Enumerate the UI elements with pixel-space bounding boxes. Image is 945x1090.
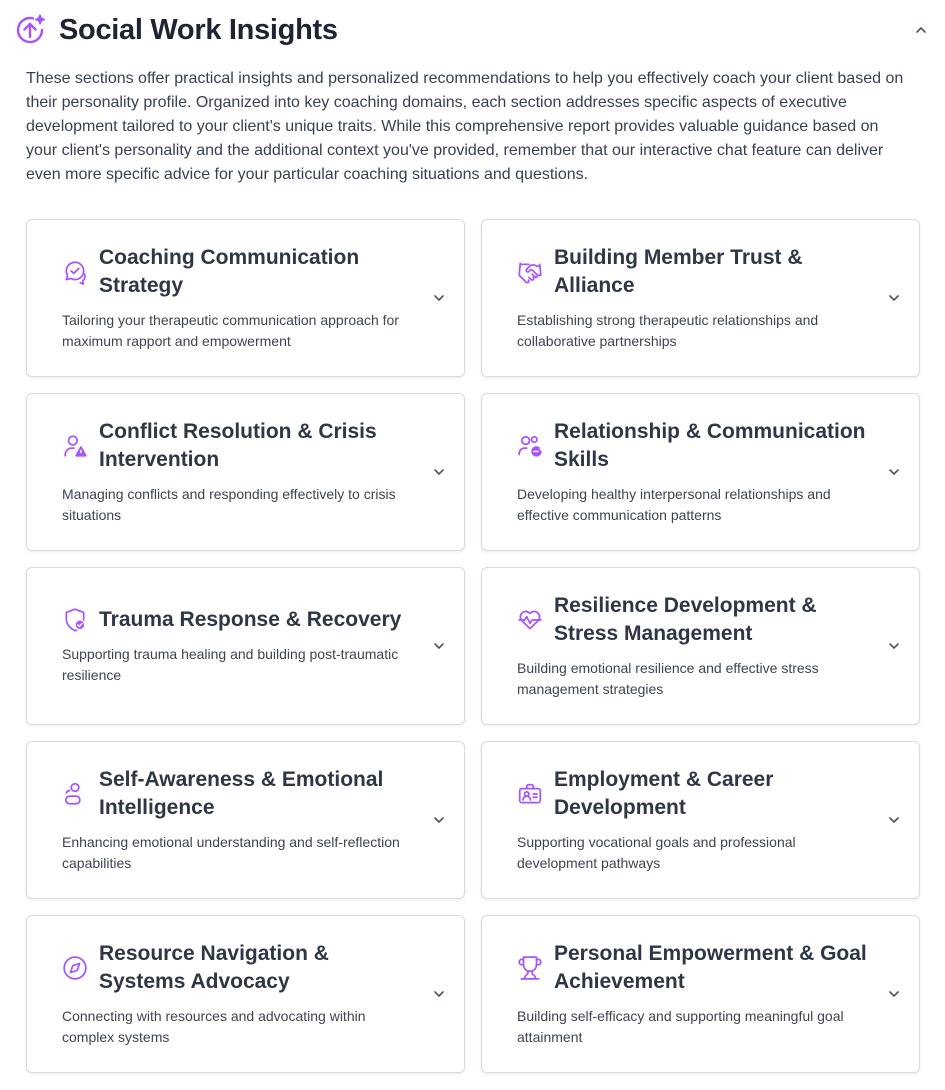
card-self-awareness[interactable] <box>26 741 465 899</box>
chevron-down-icon <box>431 812 447 828</box>
chat-check-icon <box>62 259 88 285</box>
chevron-down-icon <box>886 638 902 654</box>
card-description: Building self-efficacy and supporting meaningful goal attainment <box>517 1008 844 1045</box>
heart-pulse-icon <box>517 607 543 633</box>
card-title: Employment & Career Development <box>554 768 774 819</box>
handshake-icon <box>517 259 543 285</box>
chevron-up-icon <box>914 23 928 37</box>
card-title: Conflict Resolution & Crisis Intervention <box>99 420 377 471</box>
card-title: Building Member Trust & Alliance <box>554 246 803 297</box>
card-title: Resource Navigation & Systems Advocacy <box>99 942 329 993</box>
card-description: Connecting with resources and advocating within complex systems <box>62 1008 366 1045</box>
card-description: Supporting vocational goals and professional development pathways <box>517 834 796 871</box>
card-description: Establishing strong therapeutic relationships and collaborative partnerships <box>517 312 819 349</box>
card-title: Resilience Development & Stress Management <box>554 594 817 645</box>
chevron-down-icon <box>431 290 447 306</box>
intro-paragraph: These sections offer practical insights and personalized recommendations to help you effectively coach your client based on their personality profile. Organized into key coaching domains, each section addresses specific aspects of executive development tailored to your client's unique traits. While this comprehensive report provides valuable guidance based on your client's personality and the additional context you've provided, remember that our interactive chat feature can deliver even more specific advice for your particular coaching situations and questions. <box>26 70 904 183</box>
chevron-down-icon <box>886 464 902 480</box>
card-title: Trauma Response & Recovery <box>99 608 402 631</box>
chevron-down-icon <box>886 812 902 828</box>
card-description: Supporting trauma healing and building post-traumatic resilience <box>62 646 399 683</box>
insight-cards-grid <box>26 219 920 1073</box>
user-reflect-icon <box>62 781 88 807</box>
card-description: Developing healthy interpersonal relationships and effective communication patterns <box>517 486 831 523</box>
card-trauma-response[interactable] <box>26 567 465 725</box>
card-description: Tailoring your therapeutic communication approach for maximum rapport and empowerment <box>62 312 399 349</box>
compass-icon <box>62 955 88 981</box>
card-resilience-development[interactable] <box>481 567 920 725</box>
trophy-icon <box>517 955 543 981</box>
chevron-down-icon <box>431 638 447 654</box>
user-alert-icon <box>62 433 88 459</box>
section-header <box>12 8 933 52</box>
card-description: Managing conflicts and responding effectively to crisis situations <box>62 486 396 523</box>
chevron-down-icon <box>886 986 902 1002</box>
card-conflict-resolution[interactable] <box>26 393 465 551</box>
chevron-down-icon <box>886 290 902 306</box>
collapse-button[interactable] <box>909 18 933 42</box>
card-title: Coaching Communication Strategy <box>99 246 360 297</box>
page-title: Social Work Insights <box>59 13 338 46</box>
card-resource-navigation[interactable] <box>26 915 465 1073</box>
sparkle-arrow-icon <box>12 12 48 48</box>
card-member-trust[interactable] <box>481 219 920 377</box>
card-description: Enhancing emotional understanding and self-reflection capabilities <box>62 834 400 871</box>
chevron-down-icon <box>431 986 447 1002</box>
card-description: Building emotional resilience and effective stress management strategies <box>517 660 819 697</box>
card-relationship-skills[interactable] <box>481 393 920 551</box>
briefcase-user-icon <box>517 781 543 807</box>
shield-check-icon <box>62 607 88 633</box>
users-chat-icon <box>517 433 543 459</box>
card-personal-empowerment[interactable] <box>481 915 920 1073</box>
chevron-down-icon <box>431 464 447 480</box>
card-coaching-communication[interactable] <box>26 219 465 377</box>
card-title: Self-Awareness & Emotional Intelligence <box>99 768 384 819</box>
card-title: Personal Empowerment & Goal Achievement <box>554 942 867 993</box>
card-employment-career[interactable] <box>481 741 920 899</box>
card-title: Relationship & Communication Skills <box>554 420 866 471</box>
